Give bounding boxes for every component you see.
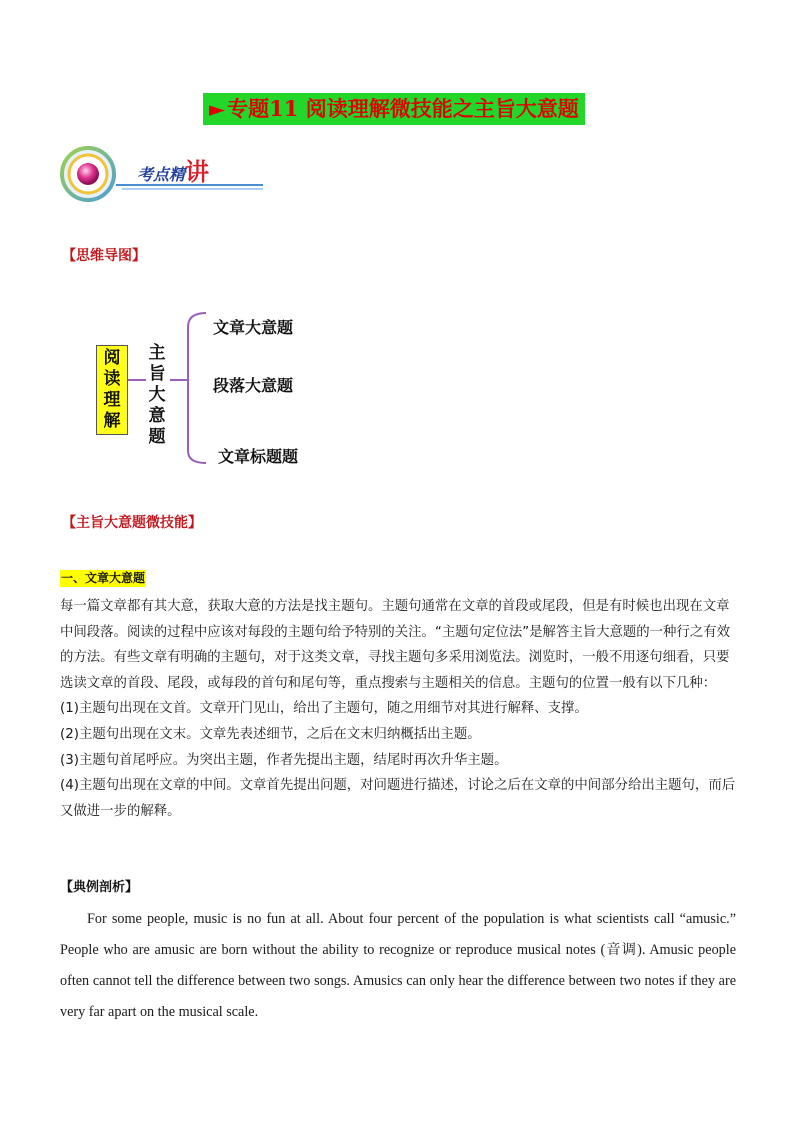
mindmap-leaf-article-title: 文章标题题 (218, 447, 299, 466)
mindmap-middle-node: 主 旨 大 意 题 (148, 343, 166, 447)
example-heading: 【典例剖析】 (60, 880, 139, 895)
page-title-text: 专题11 阅读理解微技能之主旨大意题 (227, 96, 579, 121)
paragraph: 每一篇文章都有其大意，获取大意的方法是找主题句。主题句通常在文章的首段或尾段，但是有时候也出现在文章中间段落。阅读的过程中应该对每段的主题句给予特别的关注。“主题句定位法”是解答主旨大意题的一种行之有效的方法。有些文章有明确的主题句，对于这类文章，寻找主题句多采用浏览法。浏览时，一般不用逐句细看，只要选读文章的首段、尾段，或每段的首句和尾句等，重点搜索与主题相关的信息。主题句的位置一般有以下几种： (60, 599, 731, 691)
paragraph: (1)主题句出现在文首。文章开门见山，给出了主题句，随之用细节对其进行解释、支撑。 (60, 701, 588, 717)
page-title (203, 93, 585, 125)
banner-label: 考点精讲 (137, 157, 210, 186)
subsection-heading: 一、文章大意题 (61, 571, 146, 585)
mindmap-heading: 【思维导图】 (62, 248, 146, 264)
skills-heading: 【主旨大意题微技能】 (62, 515, 202, 531)
paragraph: (3)主题句首尾呼应。为突出主题，作者先提出主题，结尾时再次升华主题。 (60, 752, 508, 768)
play-arrow-icon: ► (209, 96, 226, 121)
example-passage: For some people, music is no fun at all. About four percent of the population is what scientists call “amusic.” People who are amusic are born without the ability to recognize or reproduce musical notes (音调). Amusic people often cannot tell the difference between two songs. Amusics can only hear the difference between two notes if they are very far apart on the musical scale. (60, 911, 736, 1020)
paragraph: (2)主题句出现在文末。文章先表述细节，之后在文末归纳概括出主题。 (60, 726, 481, 742)
mindmap-leaf-paragraph-main-idea: 段落大意题 (213, 376, 294, 395)
mindmap-connectors (128, 305, 208, 470)
mindmap-leaf-article-main-idea: 文章大意题 (213, 318, 294, 337)
mindmap-root-node: 阅 读 理 解 (96, 345, 128, 435)
body-text (60, 594, 736, 824)
paragraph: (4)主题句出现在文章的中间。文章首先提出问题，对问题进行描述，讨论之后在文章的中间部分给出主题句，而后又做进一步的解释。 (60, 778, 736, 819)
pink-ball-icon (77, 163, 99, 185)
